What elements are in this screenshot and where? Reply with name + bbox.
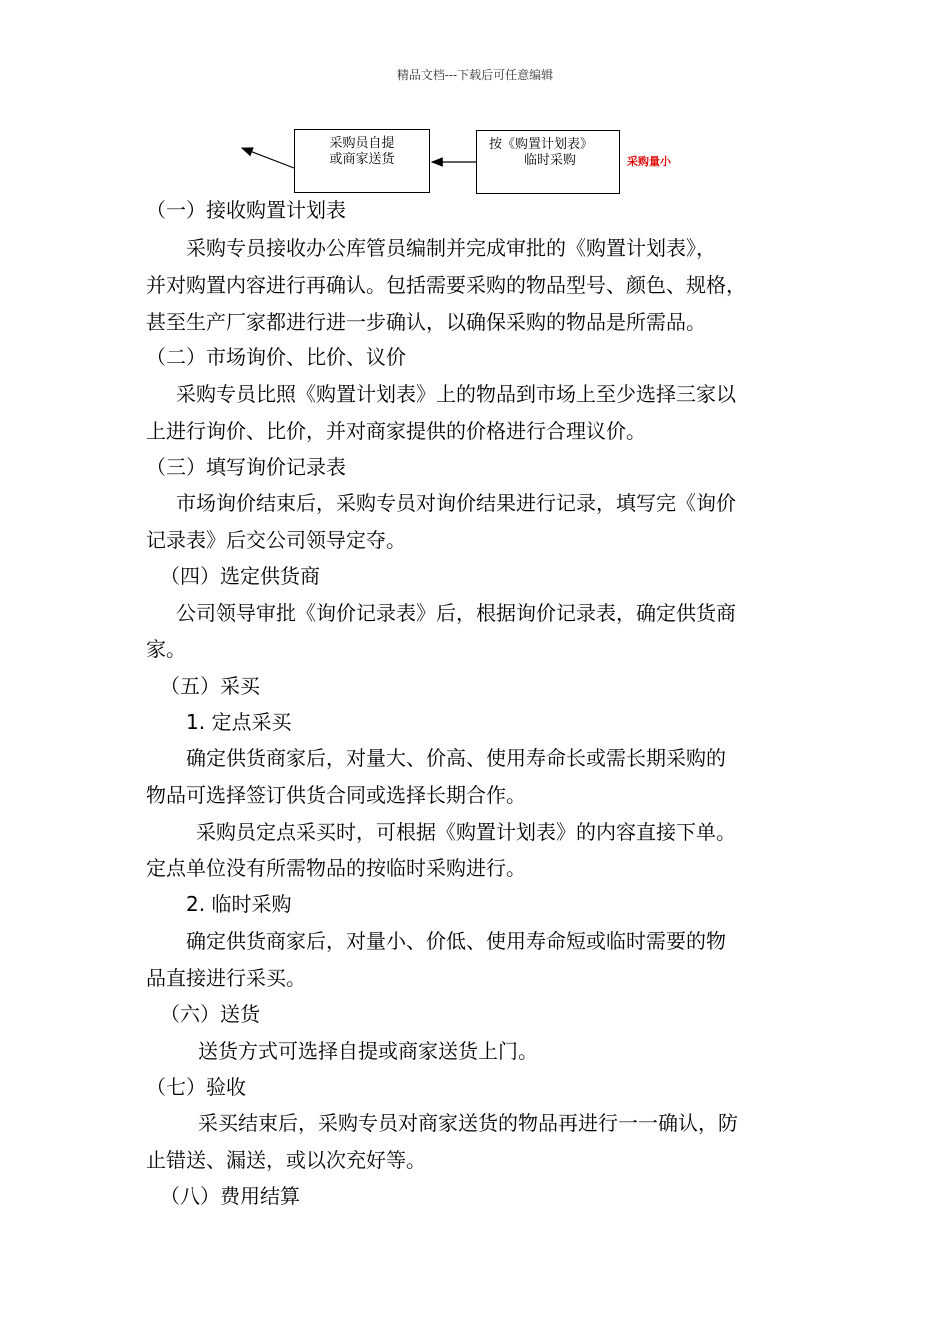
para-5-line-3: 采购员定点采买时，可根据《购置计划表》的内容直接下单。: [196, 820, 736, 844]
heading-3: （三）填写询价记录表: [146, 455, 346, 479]
heading-4: （四）选定供货商: [160, 564, 320, 588]
para-6-line-1: 送货方式可选择自提或商家送货上门。: [198, 1039, 538, 1063]
para-4-line-1: 公司领导审批《询价记录表》后，根据询价记录表，确定供货商: [176, 601, 736, 625]
para-5-line-4: 定点单位没有所需物品的按临时采购进行。: [146, 856, 526, 880]
flow-box-temporary-purchase: [476, 130, 620, 194]
para-2-line-1: 采购专员比照《购置计划表》上的物品到市场上至少选择三家以: [176, 382, 736, 406]
para-2-line-2: 上进行询价、比价，并对商家提供的价格进行合理议价。: [146, 419, 646, 443]
small-quantity-note: 采购量小: [627, 155, 671, 168]
para-5-line-1: 确定供货商家后，对量大、价高、使用寿命长或需长期采购的: [186, 746, 726, 770]
subheading-5-2: 2. 临时采购: [186, 892, 292, 916]
flow-box-pickup-delivery: [294, 129, 430, 193]
para-5-line-6: 品直接进行采买。: [146, 966, 306, 990]
flow-arrows: [0, 0, 950, 240]
box-a-line2: 或商家送货: [329, 152, 395, 167]
para-1-line-3: 甚至生产厂家都进行进一步确认，以确保采购的物品是所需品。: [146, 310, 706, 334]
heading-1: （一）接收购置计划表: [146, 198, 346, 222]
page-header: 精品文档---下载后可任意编辑: [396, 68, 554, 82]
para-5-line-2: 物品可选择签订供货合同或选择长期合作。: [146, 783, 526, 807]
para-1-line-2: 并对购置内容进行再确认。包括需要采购的物品型号、颜色、规格，: [146, 273, 746, 297]
box-b-line2: 临时采购: [523, 153, 576, 168]
para-5-line-5: 确定供货商家后，对量小、价低、使用寿命短或临时需要的物: [186, 929, 726, 953]
para-3-line-1: 市场询价结束后，采购专员对询价结果进行记录，填写完《询价: [176, 491, 736, 515]
para-7-line-2: 止错送、漏送，或以次充好等。: [146, 1148, 426, 1172]
box-a-line1: 采购员自提: [329, 136, 395, 151]
heading-2: （二）市场询价、比价、议价: [146, 345, 406, 369]
para-3-line-2: 记录表》后交公司领导定夺。: [146, 528, 406, 552]
para-7-line-1: 采买结束后，采购专员对商家送货的物品再进行一一确认，防: [198, 1111, 738, 1135]
subheading-5-1: 1. 定点采买: [186, 710, 292, 734]
box-b-line1: 按《购置计划表》: [489, 137, 594, 152]
para-1-line-1: 采购专员接收办公库管员编制并完成审批的《购置计划表》，: [186, 236, 716, 260]
para-4-line-2: 家。: [146, 637, 186, 661]
heading-8: （八）费用结算: [160, 1184, 300, 1208]
heading-7: （七）验收: [146, 1075, 246, 1099]
heading-6: （六）送货: [160, 1002, 260, 1026]
heading-5: （五）采买: [160, 674, 260, 698]
arrow-outgoing: [242, 148, 294, 168]
